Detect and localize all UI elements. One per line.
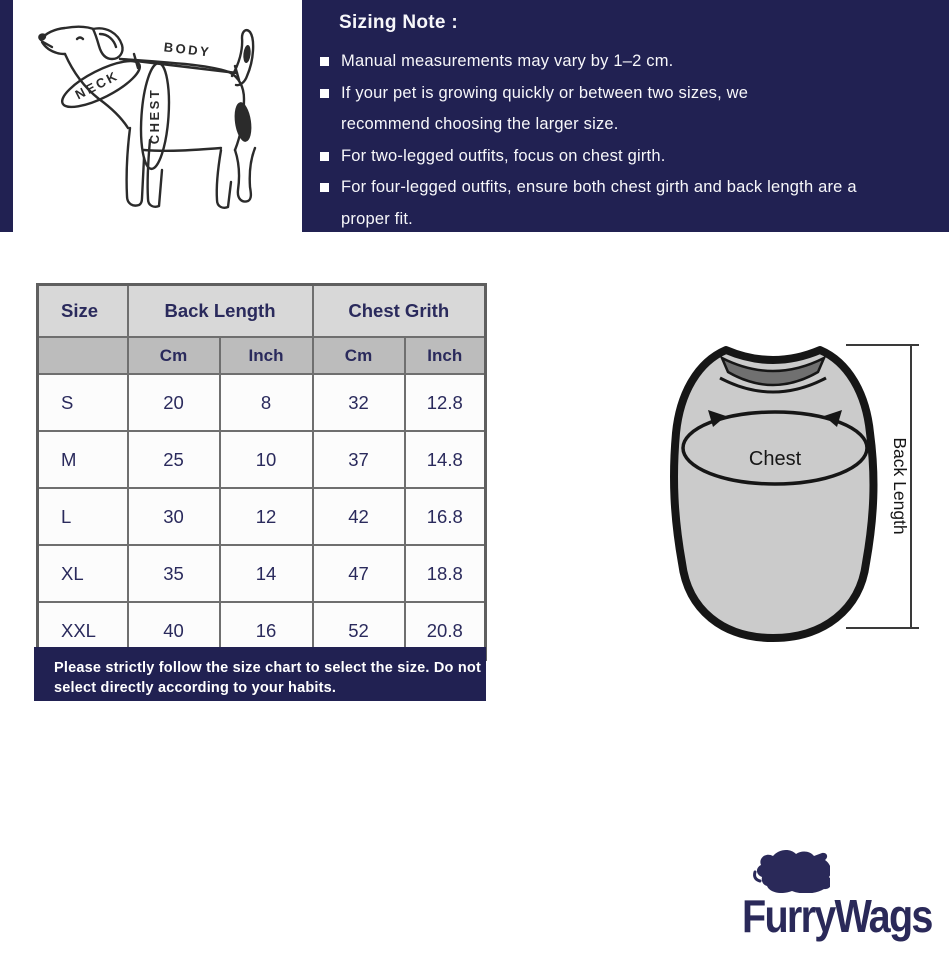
size-cell: S [38, 374, 128, 431]
table-row [38, 431, 486, 488]
value-cell: 40 [128, 602, 220, 660]
garment-chest-label: Chest [748, 448, 802, 470]
table-row [38, 374, 486, 431]
value-cell: 32 [313, 374, 405, 431]
logo-text: FurryWags [742, 890, 932, 942]
unit-header-cell: Inch [405, 337, 486, 374]
chest-label: CHEST [147, 87, 162, 145]
value-cell: 12 [220, 488, 313, 545]
square-bullet-icon [320, 152, 329, 161]
garment-measurement-diagram [658, 338, 933, 655]
value-cell: 20.8 [405, 602, 486, 660]
value-cell: 16 [220, 602, 313, 660]
garment-back-length-label: Back Length [890, 437, 910, 535]
unit-header-row [38, 337, 486, 374]
square-bullet-icon [320, 89, 329, 98]
group-header-row [38, 285, 486, 338]
size-cell: L [38, 488, 128, 545]
sizing-note-item: Manual measurements may vary by 1–2 cm. [320, 46, 940, 78]
table-row [38, 545, 486, 602]
size-cell: M [38, 431, 128, 488]
pet-shirt-icon [658, 338, 933, 650]
square-bullet-icon [320, 183, 329, 192]
empty-header-cell [38, 337, 128, 374]
value-cell: 25 [128, 431, 220, 488]
size-chart-table [36, 283, 487, 661]
unit-header-cell: Inch [220, 337, 313, 374]
size-cell: XXL [38, 602, 128, 660]
value-cell: 14.8 [405, 431, 486, 488]
value-cell: 14 [220, 545, 313, 602]
value-cell: 47 [313, 545, 405, 602]
value-cell: 20 [128, 374, 220, 431]
value-cell: 18.8 [405, 545, 486, 602]
sizing-note-item: For four-legged outfits, ensure both chest girth and back length are a proper fit. [320, 172, 940, 235]
warning-line: Please strictly follow the size chart to select the size. Do not [54, 660, 481, 676]
value-cell: 30 [128, 488, 220, 545]
furrywags-logo [742, 845, 947, 955]
sizing-note-title: Sizing Note : [339, 12, 458, 33]
unit-header-cell: Cm [313, 337, 405, 374]
body-label: BODY [163, 39, 212, 60]
value-cell: 37 [313, 431, 405, 488]
value-cell: 35 [128, 545, 220, 602]
back-length-header: Back Length [128, 285, 313, 338]
sizing-note-item: For two-legged outfits, focus on chest girth. [320, 141, 940, 173]
unit-header-cell: Cm [128, 337, 220, 374]
value-cell: 42 [313, 488, 405, 545]
header-banner [0, 0, 949, 232]
sizing-note [320, 10, 940, 235]
size-column-header: Size [38, 285, 128, 338]
table-row [38, 488, 486, 545]
size-cell: XL [38, 545, 128, 602]
warning-line: select directly according to your habits. [54, 679, 337, 696]
value-cell: 52 [313, 602, 405, 660]
dog-line-art-icon [13, 0, 302, 232]
logo-dog-icon [752, 847, 830, 893]
value-cell: 12.8 [405, 374, 486, 431]
sizing-note-item: If your pet is growing quickly or between two sizes, we recommend choosing the larger size. [320, 78, 940, 141]
dog-measurement-diagram [13, 0, 302, 232]
size-warning-banner [34, 647, 486, 701]
value-cell: 10 [220, 431, 313, 488]
value-cell: 8 [220, 374, 313, 431]
neck-label: NECK [72, 67, 122, 103]
square-bullet-icon [320, 57, 329, 66]
chest-girth-header: Chest Grith [313, 285, 486, 338]
sizing-note-list [320, 46, 940, 235]
value-cell: 16.8 [405, 488, 486, 545]
